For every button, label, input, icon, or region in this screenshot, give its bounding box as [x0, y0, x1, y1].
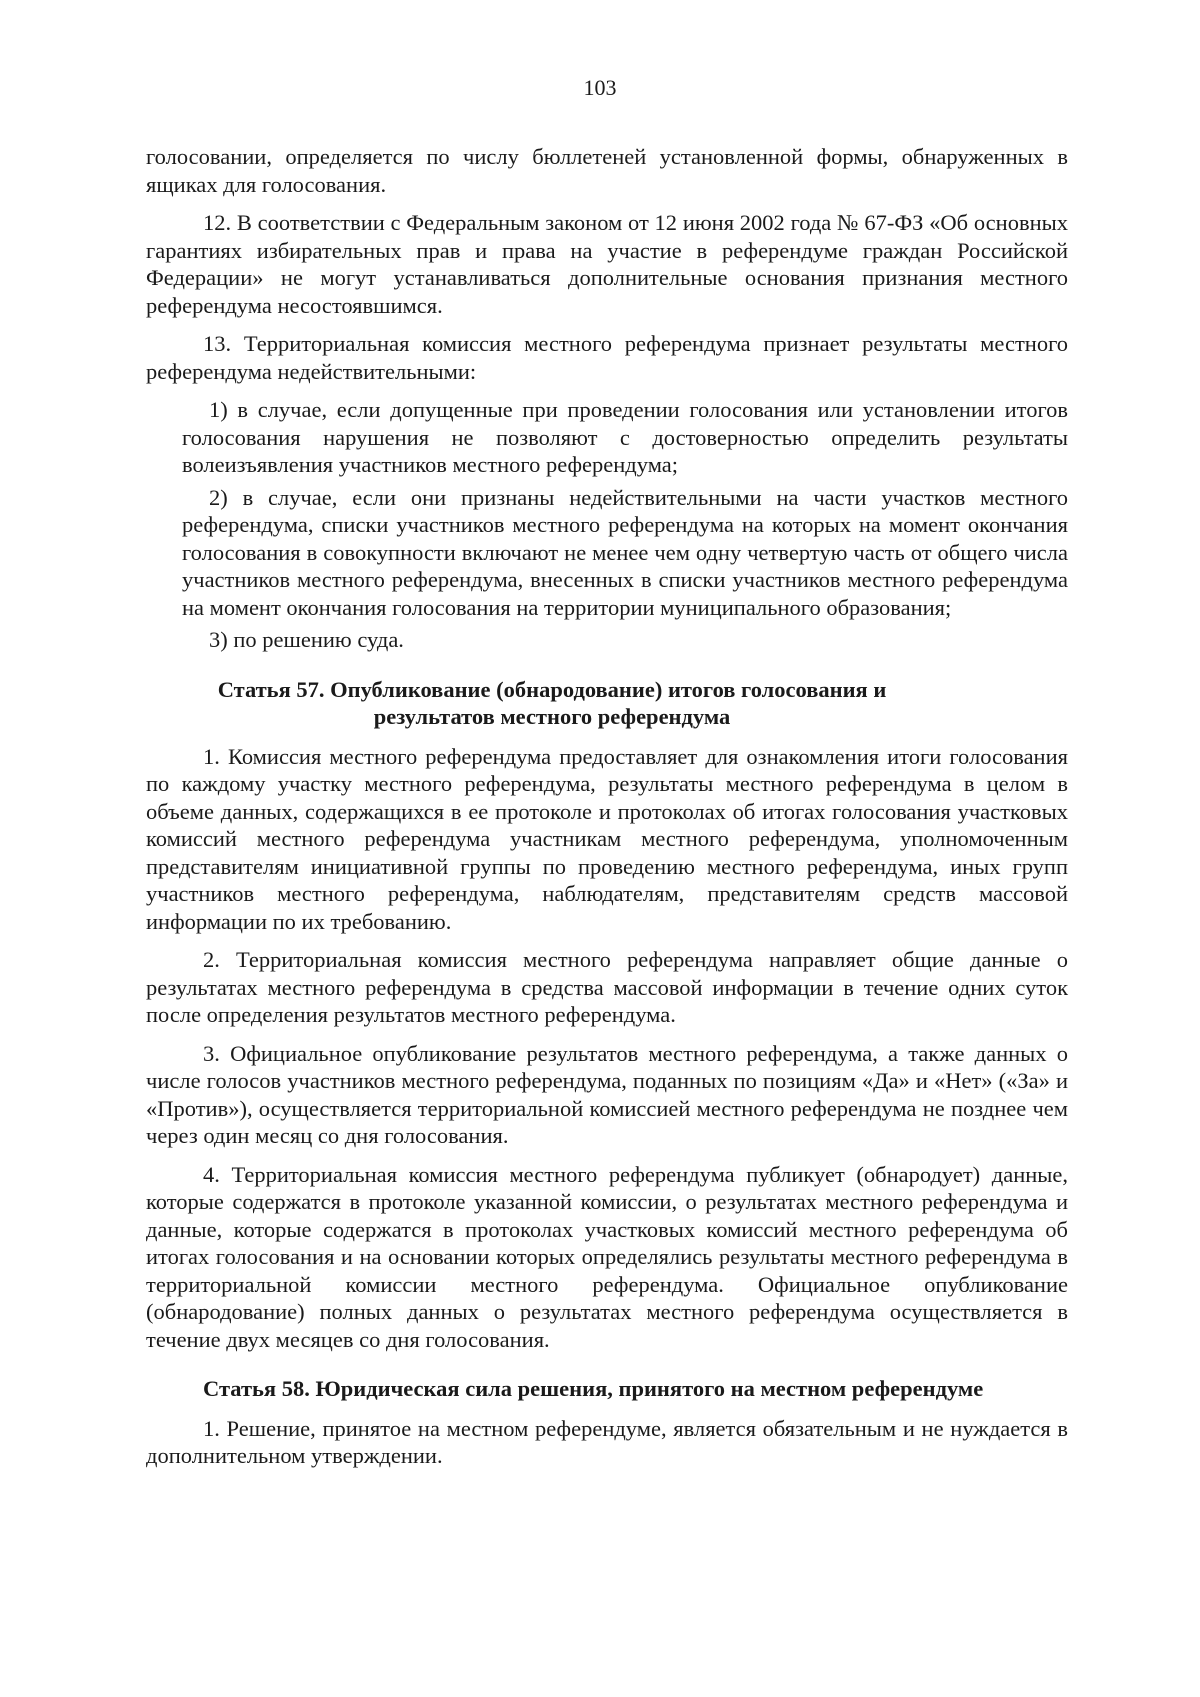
list-item-13-1: 1) в случае, если допущенные при проведении голосования или установлении итогов голосования нарушения не позволяют с достоверностью определить результаты волеизъявления участников местного референдума;: [182, 397, 1068, 477]
page-number: 103: [583, 75, 617, 100]
article-57-paragraph-1: 1. Комиссия местного референдума предоставляет для ознакомления итоги голосования по каждому участку местного референдума, результаты местного референдума в целом в объеме данных, содержащихся в ее протоколе и протоколах об итогах голосования участковых комиссий местного референдума участникам местного референдума, уполномоченным представителям инициативной группы по проведению местного референдума, иных групп участников местного референдума, наблюдателям, представителям средств массовой информации по их требованию.: [146, 743, 1068, 934]
article-57-heading: [146, 676, 1068, 731]
paragraph-13: 13. Территориальная комиссия местного референдума признает результаты местного референдума недействительными:: [146, 331, 1068, 384]
paragraph-12: 12. В соответствии с Федеральным законом от 12 июня 2002 года № 67-ФЗ «Об основных гарантиях избирательных прав и права на участие в референдуме граждан Российской Федерации» не могут устанавливаться дополнительные основания признания местного референдума несостоявшимся.: [146, 210, 1068, 318]
paragraph-continuation: голосовании, определяется по числу бюллетеней установленной формы, обнаруженных в ящиках для голосования.: [146, 144, 1068, 197]
list-item-13-2: 2) в случае, если они признаны недействительными на части участков местного референдума, списки участников местного референдума на которых на момент окончания голосования в совокупности включают не менее чем одну четвертую часть от общего числа участников местного референдума, внесенных в списки участников местного референдума на момент окончания голосования на территории муниципального образования;: [182, 484, 1068, 620]
article-57-heading-line-1: Статья 57. Опубликование (обнародование) итогов голосования и: [217, 676, 887, 702]
article-57-paragraph-3: 3. Официальное опубликование результатов местного референдума, а также данных о числе голосов участников местного референдума, поданных по позициям «Да» и «Нет» («За» и «Против»), осуществляется территориальной комиссией местного референдума не позднее чем через один месяц со дня голосования.: [146, 1040, 1068, 1148]
article-58-heading: Статья 58. Юридическая сила решения, принятого на местном референдуме: [203, 1376, 984, 1401]
article-57-heading-line-2: результатов местного референдума: [373, 704, 731, 729]
list-item-13-3: 3) по решению суда.: [209, 627, 404, 652]
article-57-paragraph-4: 4. Территориальная комиссия местного референдума публикует (обнародует) данные, которые содержатся в протоколе указанной комиссии, о результатах местного референдума и данные, которые содержатся в протоколах участковых комиссий местного референдума об итогах голосования и на основании которых определялись результаты местного референдума в территориальной комиссии местного референдума. Официальное опубликование (обнародование) полных данных о результатах местного референдума осуществляется в течение двух месяцев со дня голосования.: [146, 1161, 1068, 1352]
article-58-paragraph-1: 1. Решение, принятое на местном референдуме, является обязательным и не нуждается в дополнительном утверждении.: [146, 1415, 1068, 1468]
article-57-paragraph-2: 2. Территориальная комиссия местного референдума направляет общие данные о результатах местного референдума в средства массовой информации в течение одних суток после определения результатов местного референдума.: [146, 947, 1068, 1027]
document-body: [146, 143, 1068, 1481]
